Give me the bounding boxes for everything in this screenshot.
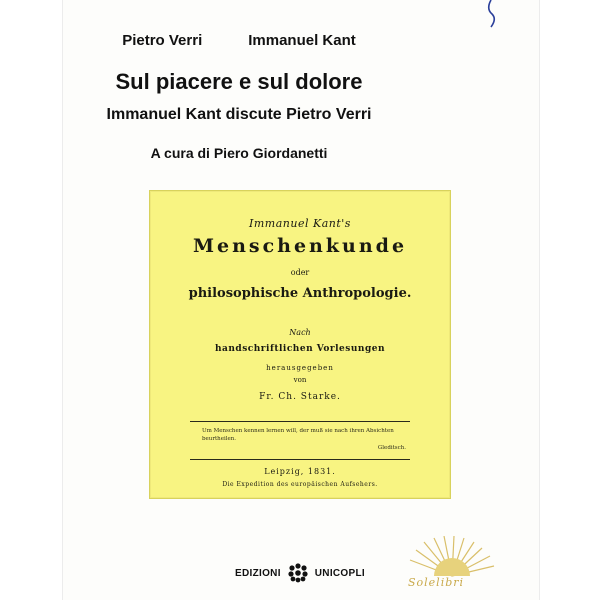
plate-subtitle: philosophische Anthropologie. <box>188 286 412 301</box>
plate-von: von <box>293 376 307 384</box>
plate-title: Menschenkunde <box>192 235 408 257</box>
plate-epigraph-source: Gleditsch. <box>377 445 406 451</box>
plate-rule-bottom <box>190 459 410 460</box>
authors-line <box>1 32 477 49</box>
publisher-line <box>0 562 600 584</box>
plate-rule-top <box>190 421 410 422</box>
author-kant: Immanuel Kant <box>248 32 356 49</box>
publisher-label-left: EDIZIONI <box>235 567 281 579</box>
plate-place-year: Leipzig, 1831. <box>264 467 336 476</box>
author-verri: Pietro Verri <box>122 32 203 49</box>
brand-name: Solelibri <box>408 576 465 589</box>
plate-oder: oder <box>290 268 310 277</box>
plate-source: handschriftlichen Vorlesungen <box>214 344 386 354</box>
plate-herausgegeben: herausgegeben <box>266 364 334 372</box>
plate-imprint: Die Expedition des europäischen Aufsehers. <box>222 481 378 488</box>
plate-author: Immanuel Kant's <box>249 217 351 230</box>
book-editor: A cura di Piero Giordanetti <box>150 145 328 161</box>
publisher-logo-icon <box>287 562 309 584</box>
publisher-label-right: UNICOPLI <box>314 567 365 579</box>
plate-epigraph: Um Menschen kennen lernen will, der muß sie nach ihren Absichten beurtheilen. <box>202 428 394 442</box>
book-title: Sul piacere e sul dolore <box>115 69 363 94</box>
plate-nach: Nach <box>289 328 311 337</box>
plate-editor: Fr. Ch. Starke. <box>259 392 341 402</box>
ink-mark <box>483 0 499 28</box>
book-subtitle: Immanuel Kant discute Pietro Verri <box>106 106 372 123</box>
title-page-plate <box>149 190 451 499</box>
